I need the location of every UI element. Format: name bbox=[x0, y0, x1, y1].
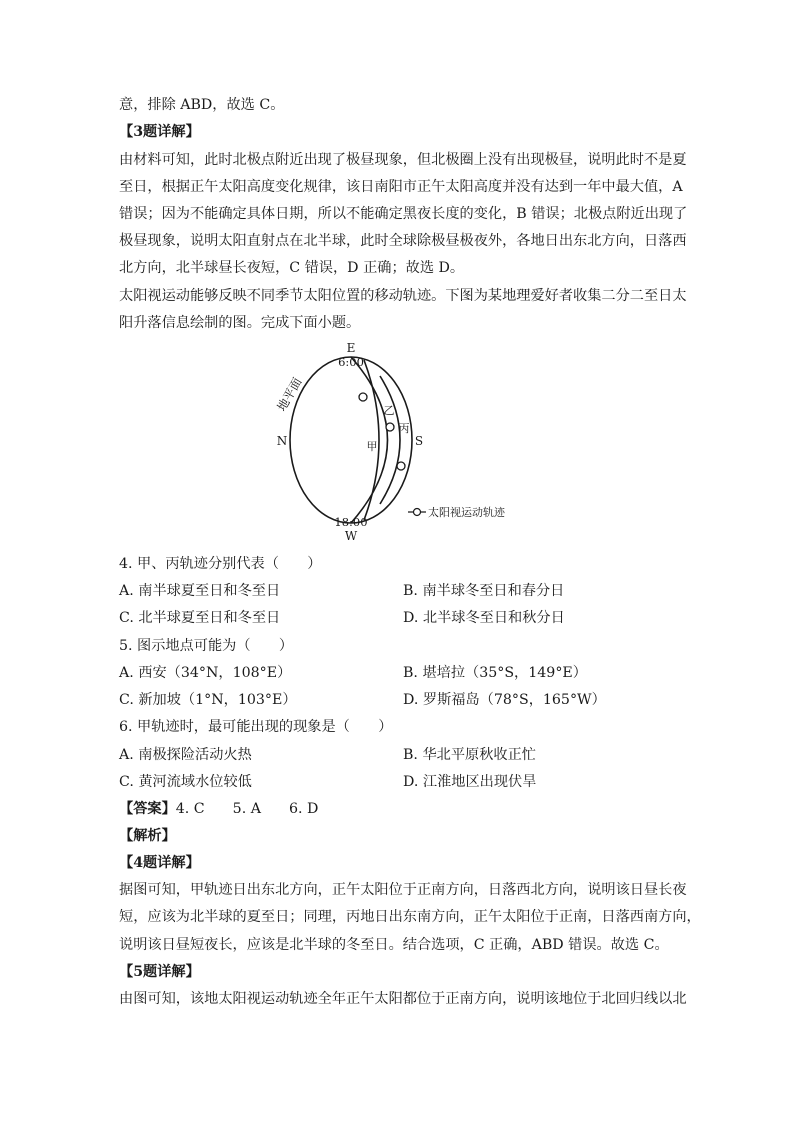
label-yi: 乙 bbox=[383, 404, 395, 417]
text-line: 北方向，北半球昼长夜短，C 错误，D 正确；故选 D。 bbox=[119, 260, 465, 276]
option-5c: C. 新加坡（1°N，103°E） bbox=[119, 692, 297, 708]
text-line: 意，排除 ABD，故选 C。 bbox=[119, 97, 285, 113]
label-horizon: 地平面 bbox=[274, 375, 305, 414]
analysis-heading: 【解析】 bbox=[119, 828, 176, 844]
question-stem-5: 5. 图示地点可能为（ ） bbox=[119, 638, 294, 654]
sun-marker bbox=[397, 462, 405, 470]
text-line: 阳升落信息绘制的图。完成下面小题。 bbox=[119, 315, 361, 331]
text-line: 至日，根据正午太阳高度变化规律，该日南阳市正午太阳高度并没有达到一年中最大值，A bbox=[119, 179, 683, 195]
question-stem-4: 4. 甲、丙轨迹分别代表（ ） bbox=[119, 556, 322, 572]
track-bing bbox=[380, 376, 400, 504]
option-5d: D. 罗斯福岛（78°S，165°W） bbox=[403, 692, 606, 708]
label-north: N bbox=[276, 434, 288, 448]
section-heading-q3: 【3题详解】 bbox=[119, 124, 200, 140]
text-line: 极昼现象，说明太阳直射点在北半球，此时全球除极昼极夜外，各地日出东北方向，日落西 bbox=[119, 233, 687, 249]
sun-marker bbox=[359, 393, 367, 401]
label-east: E bbox=[346, 341, 356, 355]
legend-marker bbox=[414, 509, 421, 516]
option-4c: C. 北半球夏至日和冬至日 bbox=[119, 610, 281, 626]
text-line: 错误；因为不能确定具体日期，所以不能确定黑夜长度的变化，B 错误；北极点附近出现了 bbox=[119, 206, 688, 222]
label-time-18: 18:00 bbox=[334, 515, 368, 529]
sun-marker bbox=[386, 423, 394, 431]
answer-6: 6. D bbox=[288, 801, 319, 817]
option-5b: B. 堪培拉（35°S，149°E） bbox=[403, 665, 587, 681]
sun-path-diagram bbox=[268, 338, 528, 548]
text-line: 由图可知，该地太阳视运动轨迹全年正午太阳都位于正南方向，说明该地位于北回归线以北 bbox=[119, 991, 687, 1007]
option-6a: A. 南极探险活动火热 bbox=[119, 747, 252, 763]
label-jia: 甲 bbox=[366, 440, 378, 453]
label-bing: 丙 bbox=[398, 422, 410, 435]
text-line: 说明该日昼短夜长，应该是北半球的冬至日。结合选项，C 正确，ABD 错误。故选 C。 bbox=[119, 937, 669, 953]
answer-label: 【答案】 bbox=[119, 801, 176, 817]
answer-5: 5. A bbox=[232, 801, 261, 817]
text-line: 太阳视运动能够反映不同季节太阳位置的移动轨迹。下图为某地理爱好者收集二分二至日太 bbox=[119, 288, 687, 304]
horizon-ellipse bbox=[290, 357, 412, 523]
option-4a: A. 南半球夏至日和冬至日 bbox=[119, 583, 281, 599]
label-time-6: 6:00 bbox=[338, 355, 364, 369]
option-4b: B. 南半球冬至日和春分日 bbox=[403, 583, 565, 599]
option-5a: A. 西安（34°N，108°E） bbox=[119, 665, 292, 681]
question-stem-6: 6. 甲轨迹时，最可能出现的现象是（ ） bbox=[119, 719, 393, 735]
text-line: 短，应该为北半球的夏至日；同理，丙地日出东南方向，正午太阳位于正南，日落西南方向， bbox=[119, 909, 701, 925]
answer-4: 4. C bbox=[175, 801, 205, 817]
text-line: 据图可知，甲轨迹日出东北方向，正午太阳位于正南方向，日落西北方向，说明该日昼长夜 bbox=[119, 882, 687, 898]
option-6d: D. 江淮地区出现伏旱 bbox=[403, 774, 537, 790]
section-heading-q5: 【5题详解】 bbox=[119, 964, 200, 980]
label-south: S bbox=[414, 434, 424, 448]
legend-label: 太阳视运动轨迹 bbox=[428, 506, 505, 519]
option-4d: D. 北半球冬至日和秋分日 bbox=[403, 610, 565, 626]
text-line: 由材料可知，此时北极点附近出现了极昼现象，但北极圈上没有出现极昼，说明此时不是夏 bbox=[119, 152, 687, 168]
option-6b: B. 华北平原秋收正忙 bbox=[403, 747, 536, 763]
label-west: W bbox=[344, 529, 358, 543]
answer-line bbox=[119, 800, 318, 818]
option-6c: C. 黄河流域水位较低 bbox=[119, 774, 252, 790]
section-heading-q4: 【4题详解】 bbox=[119, 855, 200, 871]
